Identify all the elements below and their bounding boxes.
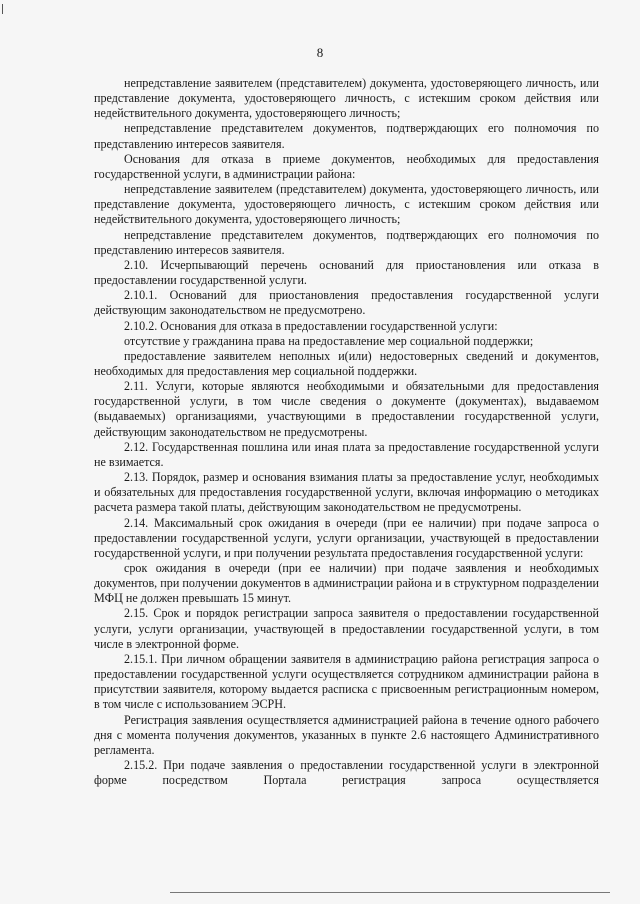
paragraph: 2.10. Исчерпывающий перечень оснований для приостановления или отказа в предоставлении государственной услуги. xyxy=(94,257,599,288)
paragraph: непредставление представителем документов, подтверждающих его полномочия по представлению интересов заявителя. xyxy=(94,227,599,257)
paragraph: 2.15.1. При личном обращении заявителя в администрацию района регистрация запроса о предоставлении государственной услуги осуществляется сотрудником администрации района в присутствии заявителя, которому выдается расписка с присвоенным регистрационным номером, в том числе с использованием ЭСРН. xyxy=(94,651,599,712)
scan-mark xyxy=(2,4,6,14)
paragraph: Основания для отказа в приеме документов, необходимых для предоставления государственной услуги, в администрации района: xyxy=(94,151,599,181)
paragraph: 2.12. Государственная пошлина или иная плата за предоставление государственной услуги не взимается. xyxy=(94,439,599,469)
paragraph: 2.15.2. При подаче заявления о предоставлении государственной услуги в электронной форме посредством Портала регистрация запроса осуществляется xyxy=(94,758,599,788)
page-number: 8 xyxy=(316,45,324,60)
paragraph: 2.10.1. Оснований для приостановления предоставления государственной услуги действующим законодательством не предусмотрено. xyxy=(94,288,599,318)
paragraph: предоставление заявителем неполных и(или) недостоверных сведений и документов, необходимых для предоставления мер социальной поддержки. xyxy=(94,348,599,378)
paragraph: Регистрация заявления осуществляется администрацией района в течение одного рабочего дня с момента получения документов, указанных в пункте 2.6 настоящего Административного регламента. xyxy=(94,712,599,757)
paragraph: срок ожидания в очереди (при ее наличии) при подаче заявления и необходимых документов, при получении документов в администрации района и в структурном подразделении МФЦ не должен превышать 15 минут. xyxy=(94,561,599,606)
paragraph: 2.10.2. Основания для отказа в предоставлении государственной услуги: xyxy=(124,318,498,333)
paragraph: непредставление представителем документов, подтверждающих его полномочия по представлению интересов заявителя. xyxy=(94,121,599,151)
page-bottom-rule xyxy=(170,892,610,893)
document-body xyxy=(94,76,599,788)
paragraph: 2.11. Услуги, которые являются необходимыми и обязательными для предоставления государственной услуги, в том числе сведения о документе (документах), выдаваемом (выдаваемых) организациями, участвующими в предоставлении государственной услуги, действующим законодательством не предусмотрены. xyxy=(94,379,599,439)
paragraph: 2.13. Порядок, размер и основания взимания платы за предоставление услуг, необходимых и обязательных для предоставления государственной услуги, включая информацию о методиках расчета размера такой платы, действующим законодательством не предусмотрены. xyxy=(94,470,599,515)
paragraph: непредставление заявителем (представителем) документа, удостоверяющего личность, или представление документа, удостоверяющего личность, с истекшим сроком действия или недействительного документа, удостоверяющего личность; xyxy=(94,76,599,121)
paragraph: 2.14. Максимальный срок ожидания в очереди (при ее наличии) при подаче запроса о предоставлении государственной услуги, услуги организации, участвующей в предоставлении государственной услуги, и при получении результата предоставления государственной услуги: xyxy=(94,515,599,560)
paragraph: отсутствие у гражданина права на предоставление мер социальной поддержки; xyxy=(124,333,534,348)
paragraph: непредставление заявителем (представителем) документа, удостоверяющего личность, или представление документа, удостоверяющего личность, с истекшим сроком действия или недействительного документа, удостоверяющего личность; xyxy=(94,182,599,227)
paragraph: 2.15. Срок и порядок регистрации запроса заявителя о предоставлении государственной услуги, услуги организации, участвующей в предоставлении государственной услуги, в том числе в электронной форме. xyxy=(94,606,599,651)
